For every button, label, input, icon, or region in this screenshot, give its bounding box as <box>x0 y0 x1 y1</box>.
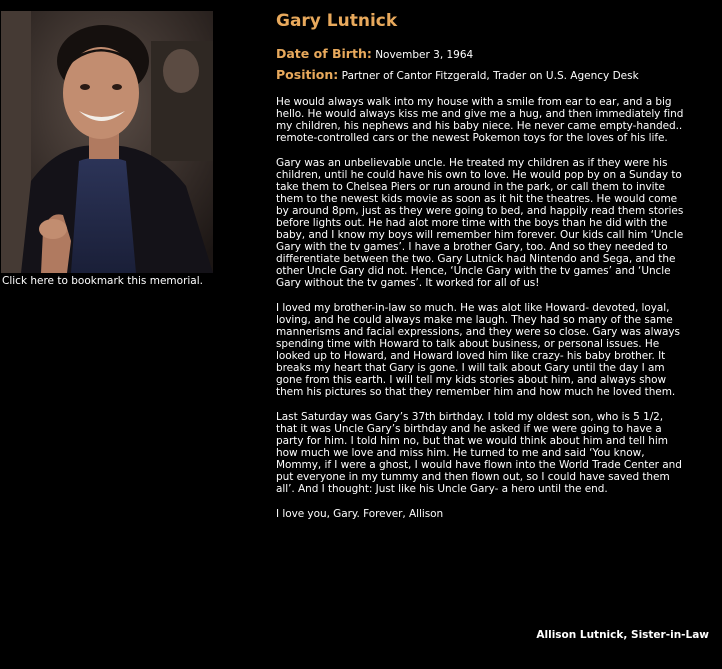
bookmark-memorial-link[interactable]: Click here to bookmark this memorial. <box>2 275 203 287</box>
position-value: Partner of Cantor Fitzgerald, Trader on U.S. Agency Desk <box>341 70 639 82</box>
memorial-name: Gary Lutnick <box>276 11 398 31</box>
portrait-image <box>1 11 213 273</box>
story-paragraph: He would always walk into my house with a smile from ear to ear, and a big hello. He would always kiss me and give me a hug, and then immediately find my children, his nephews and his baby niece. He never came empty-handed.. remote-controlled cars or the newest Pokemon toys for the loves of his life. <box>276 96 684 144</box>
date-of-birth-row <box>276 44 686 65</box>
memorial-story <box>276 96 686 520</box>
story-paragraph: Gary was an unbelievable uncle. He treated my children as if they were his children, until he could have his own to love. He would pop by on a Sunday to take them to Chelsea Piers or run around in the park, or call them to invite them to the newest kids movie as soon as it hit the theatres. He would come by around 8pm, just as they were going to bed, and happily read them stories before lights out. He had alot more time with the boys than he did with the baby, and I know my boys will remember him forever. Our kids call him ‘Uncle Gary with the tv games’. I have a brother Gary, too. And so they needed to differentiate between the two. Gary Lutnick had Nintendo and Sega, and the other Uncle Gary did not. Hence, ‘Uncle Gary with the tv games’ and ‘Uncle Gary without the tv games’. It worked for all of us! <box>276 157 684 289</box>
position-row <box>276 65 686 86</box>
story-paragraph: I loved my brother-in-law so much. He was alot like Howard- devoted, loyal, loving, and he could always make me laugh. They had so many of the same mannerisms and facial expressions, and they were so close. Gary was always spending time with Howard to talk about business, or personal issues. He looked up to Howard, and Howard loved him like crazy- his baby brother. It breaks my heart that Gary is gone. I will talk about Gary until the day I am gone from this earth. I will tell my kids stories about him, and always show them his pictures so that they remember him and how much he loved them. <box>276 302 680 398</box>
story-paragraph: Last Saturday was Gary’s 37th birthday. I told my oldest son, who is 5 1/2, that it was Uncle Gary’s birthday and he asked if we were going to have a party for him. I told him no, but that we would think about him and tell him how much we love and miss him. He turned to me and said ‘You know, Mommy, if I were a ghost, I would have flown into the World Trade Center and put everyone in my tummy and then flown out, so I could have saved them all’. And I thought: Just like his Uncle Gary- a hero until the end. <box>276 411 682 495</box>
left-column <box>0 11 218 288</box>
portrait-photo <box>1 11 213 273</box>
memorial-facts <box>276 44 686 86</box>
position-label: Position: <box>276 67 339 82</box>
story-closing: I love you, Gary. Forever, Allison <box>276 508 444 520</box>
date-of-birth-label: Date of Birth: <box>276 46 372 61</box>
memorial-content <box>276 10 686 533</box>
date-of-birth-value: November 3, 1964 <box>375 49 474 61</box>
memorial-signature: Allison Lutnick, Sister-in-Law <box>536 629 709 641</box>
